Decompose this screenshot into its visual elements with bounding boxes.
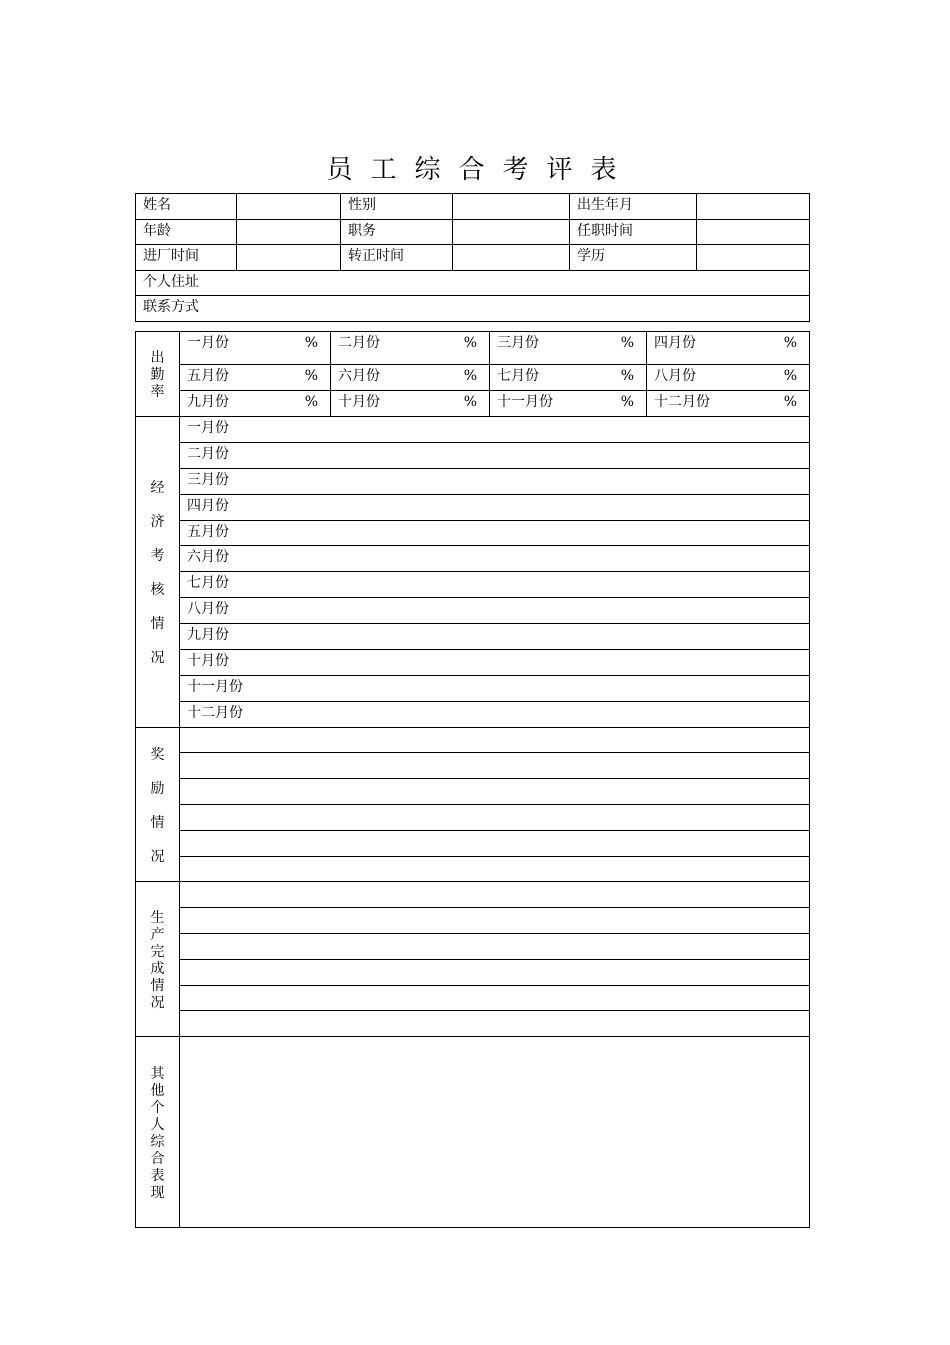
attendance-cell[interactable]: 十二月份 % [647, 391, 810, 417]
gender-field[interactable] [453, 194, 570, 220]
attendance-cell[interactable]: 四月份 % [647, 332, 810, 365]
age-field[interactable] [237, 219, 341, 245]
economic-month-row[interactable]: 十一月份 [180, 675, 810, 701]
attendance-cell[interactable]: 三月份 % [490, 332, 647, 365]
production-row[interactable] [180, 934, 810, 960]
tenure-field[interactable] [697, 219, 810, 245]
economic-month-row[interactable]: 十二月份 [180, 701, 810, 727]
economic-month-row[interactable]: 九月份 [180, 624, 810, 650]
attendance-cell[interactable]: 九月份 % [180, 391, 331, 417]
reward-row[interactable] [180, 727, 810, 753]
production-row[interactable] [180, 959, 810, 985]
attendance-cell[interactable]: 七月份 % [490, 365, 647, 391]
production-row[interactable] [180, 908, 810, 934]
reward-row[interactable] [180, 856, 810, 882]
page-title: 员工综合考评表 [326, 155, 635, 185]
evaluation-table [135, 331, 810, 1228]
economic-month-row[interactable]: 六月份 [180, 546, 810, 572]
attendance-cell[interactable]: 一月份 % [180, 332, 331, 365]
economic-month-row[interactable]: 一月份 [180, 417, 810, 443]
production-row[interactable] [180, 985, 810, 1011]
gender-label: 性别 [341, 194, 453, 220]
economic-month-row[interactable]: 八月份 [180, 598, 810, 624]
tenure-label: 任职时间 [570, 219, 697, 245]
other-performance-field[interactable] [180, 1037, 810, 1228]
attendance-label: 出勤率 [136, 332, 180, 417]
age-label: 年龄 [136, 219, 237, 245]
join-date-label: 进厂时间 [136, 245, 237, 271]
economic-month-row[interactable]: 二月份 [180, 442, 810, 468]
personal-info-table [135, 193, 810, 322]
position-label: 职务 [341, 219, 453, 245]
name-field[interactable] [237, 194, 341, 220]
reward-row[interactable] [180, 805, 810, 831]
regular-date-field[interactable] [453, 245, 570, 271]
production-label: 生产完成情况 [136, 882, 180, 1037]
attendance-cell[interactable]: 二月份 % [331, 332, 490, 365]
contact-field[interactable]: 联系方式 [136, 296, 810, 322]
reward-label: 奖励情况 [136, 727, 180, 882]
reward-row[interactable] [180, 830, 810, 856]
reward-row[interactable] [180, 779, 810, 805]
attendance-cell[interactable]: 十月份 % [331, 391, 490, 417]
address-field[interactable]: 个人住址 [136, 270, 810, 296]
other-performance-label: 其他个人综合表现 [136, 1037, 180, 1228]
production-row[interactable] [180, 882, 810, 908]
attendance-cell[interactable]: 八月份 % [647, 365, 810, 391]
economic-label: 经济考核情况 [136, 417, 180, 728]
regular-date-label: 转正时间 [341, 245, 453, 271]
birth-date-field[interactable] [697, 194, 810, 220]
education-label: 学历 [570, 245, 697, 271]
economic-month-row[interactable]: 四月份 [180, 494, 810, 520]
reward-row[interactable] [180, 753, 810, 779]
economic-month-row[interactable]: 十月份 [180, 650, 810, 676]
attendance-cell[interactable]: 五月份 % [180, 365, 331, 391]
attendance-cell[interactable]: 十一月份 % [490, 391, 647, 417]
education-field[interactable] [697, 245, 810, 271]
position-field[interactable] [453, 219, 570, 245]
birth-date-label: 出生年月 [570, 194, 697, 220]
economic-month-row[interactable]: 五月份 [180, 520, 810, 546]
economic-month-row[interactable]: 七月份 [180, 572, 810, 598]
join-date-field[interactable] [237, 245, 341, 271]
attendance-cell[interactable]: 六月份 % [331, 365, 490, 391]
economic-month-row[interactable]: 三月份 [180, 468, 810, 494]
production-row[interactable] [180, 1011, 810, 1037]
name-label: 姓名 [136, 194, 237, 220]
